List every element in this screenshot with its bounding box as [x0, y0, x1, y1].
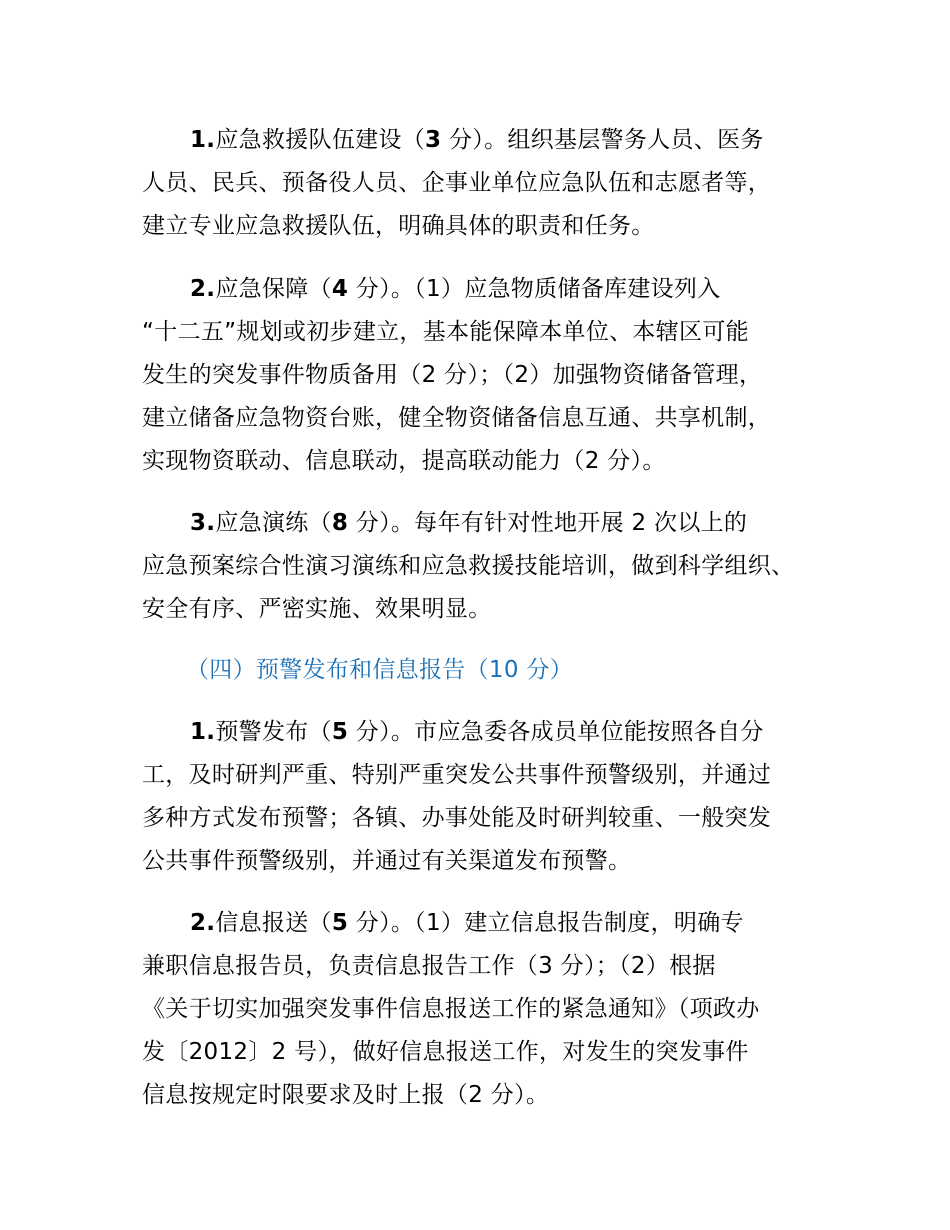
paragraph-text: 分）。组织基层警务人员、医务	[441, 127, 764, 153]
item-title: 预警发布（	[215, 719, 332, 745]
paragraph-line: 发〔2012〕2 号），做好信息报送工作，对发生的突发事件	[142, 1039, 749, 1065]
item-title: 应急演练（	[215, 510, 332, 536]
item-number: 2.	[190, 276, 216, 302]
paragraph-line: 发生的突发事件物质备用（2 分）；（2）加强物资储备管理，	[142, 362, 763, 388]
paragraph-text: 分）。市应急委各成员单位能按照各自分	[348, 719, 764, 745]
paragraph-line: 信息按规定时限要求及时上报（2 分）。	[142, 1082, 550, 1108]
paragraph-line	[190, 908, 744, 938]
paragraph-line: 应急预案综合性演习演练和应急救援技能培训，做到科学组织、	[142, 553, 795, 579]
paragraph-line: 实现物资联动、信息联动，提高联动能力（2 分）。	[142, 448, 666, 474]
paragraph-line: 安全有序、严密实施、效果明显。	[142, 596, 492, 622]
item-number: 1.	[190, 719, 216, 745]
paragraph-line: 《关于切实加强突发事件信息报送工作的紧急通知》（项政办	[142, 996, 760, 1022]
paragraph-line	[190, 274, 721, 304]
item-title: 应急保障（	[215, 276, 332, 302]
score-value: 5	[331, 910, 349, 936]
paragraph-line: 公共事件预警级别，并通过有关渠道发布预警。	[142, 848, 632, 874]
score-value: 3	[425, 127, 442, 153]
section-heading: （四）预警发布和信息报告（10 分）	[186, 657, 573, 683]
paragraph-line: 工，及时研判严重、特别严重突发公共事件预警级别，并通过	[142, 762, 772, 788]
paragraph-line	[190, 717, 764, 747]
paragraph-line: 建立专业应急救援队伍，明确具体的职责和任务。	[142, 213, 655, 239]
item-number: 2.	[190, 910, 216, 936]
paragraph-line: 人员、民兵、预备役人员、企事业单位应急队伍和志愿者等，	[142, 170, 772, 196]
score-value: 4	[331, 276, 349, 302]
paragraph-line	[190, 508, 747, 538]
item-number: 3.	[190, 510, 216, 536]
paragraph-line: 建立储备应急物资台账，健全物资储备信息互通、共享机制，	[142, 405, 772, 431]
score-value: 8	[331, 510, 349, 536]
score-value: 5	[331, 719, 349, 745]
paragraph-text: 分）。（1）应急物质储备库建设列入	[348, 276, 721, 302]
item-title: 信息报送（	[215, 910, 332, 936]
paragraph-line: “十二五”规划或初步建立，基本能保障本单位、本辖区可能	[142, 319, 749, 345]
item-title: 应急救援队伍建设（	[215, 127, 426, 153]
paragraph-line	[190, 125, 764, 155]
paragraph-line: 兼职信息报告员，负责信息报告工作（3 分）；（2）根据	[142, 953, 716, 979]
item-number: 1.	[190, 127, 216, 153]
paragraph-line: 多种方式发布预警；各镇、办事处能及时研判较重、一般突发	[142, 805, 772, 831]
paragraph-text: 分）。每年有针对性地开展 2 次以上的	[348, 510, 748, 536]
paragraph-text: 分）。（1）建立信息报告制度，明确专	[348, 910, 744, 936]
